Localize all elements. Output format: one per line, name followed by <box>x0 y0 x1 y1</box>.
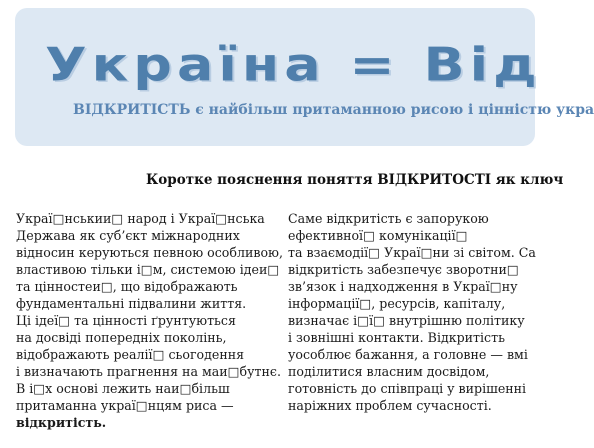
text-line: та цінностеи□, що відображають <box>16 279 238 294</box>
emphasis-word: відкритість. <box>16 415 107 430</box>
text-line: Украї□нськии□ народ і Украї□нська <box>16 211 265 226</box>
text-line: властивою тільки і□м, системою ідеи□ <box>16 262 280 277</box>
banner-subtitle: ВІДКРИТІСТЬ є найбільш притаманною рисою і цінністю укра <box>73 102 594 118</box>
section-heading: Коротке пояснення поняття ВІДКРИТОСТІ як ключ <box>146 172 564 188</box>
text-line: визначає і□ї□ внутрішню політику <box>288 313 525 328</box>
header-banner <box>15 8 594 146</box>
text-line: і визначають прагнення на маи□бутнє. <box>16 364 281 379</box>
right-text-column <box>288 210 548 414</box>
text-line: В і□х основі лежить наи□більш <box>16 381 230 396</box>
text-line: уособлює бажання, а головне — вмі <box>288 347 528 362</box>
text-line: Саме відкритість є запорукою <box>288 211 489 226</box>
text-line: ефективної□ комунікації□ <box>288 228 468 243</box>
text-line: готовність до співпраці у вирішенні <box>288 381 527 396</box>
text-line: поділитися власним досвідом, <box>288 364 490 379</box>
text-line: Ці ідеї□ та цінності ґрунтуються <box>16 313 236 328</box>
text-line: інформації□, ресурсів, капіталу, <box>288 296 506 311</box>
text-line: наріжних проблем сучасності. <box>288 398 492 413</box>
text-line: притаманна украї□нцям риса — <box>16 398 234 413</box>
text-line: фундаментальні підвалини життя. <box>16 296 247 311</box>
left-text-column <box>16 210 283 431</box>
text-line: відносин керуються певною особливою, <box>16 245 283 260</box>
text-line: відображають реалії□ сьогодення <box>16 347 245 362</box>
text-line: Держава як суб’єкт міжнародних <box>16 228 240 243</box>
text-line: та взаємодії□ Украї□ни зі світом. Са <box>288 245 536 260</box>
banner-title: Україна = Від <box>45 38 542 92</box>
text-line: на досвіді попередніх поколінь, <box>16 330 227 345</box>
text-line: відкритість забезпечує зворотни□ <box>288 262 519 277</box>
text-line: і зовнішні контакти. Відкритість <box>288 330 505 345</box>
text-line: зв’язок і надходження в Украї□ну <box>288 279 518 294</box>
